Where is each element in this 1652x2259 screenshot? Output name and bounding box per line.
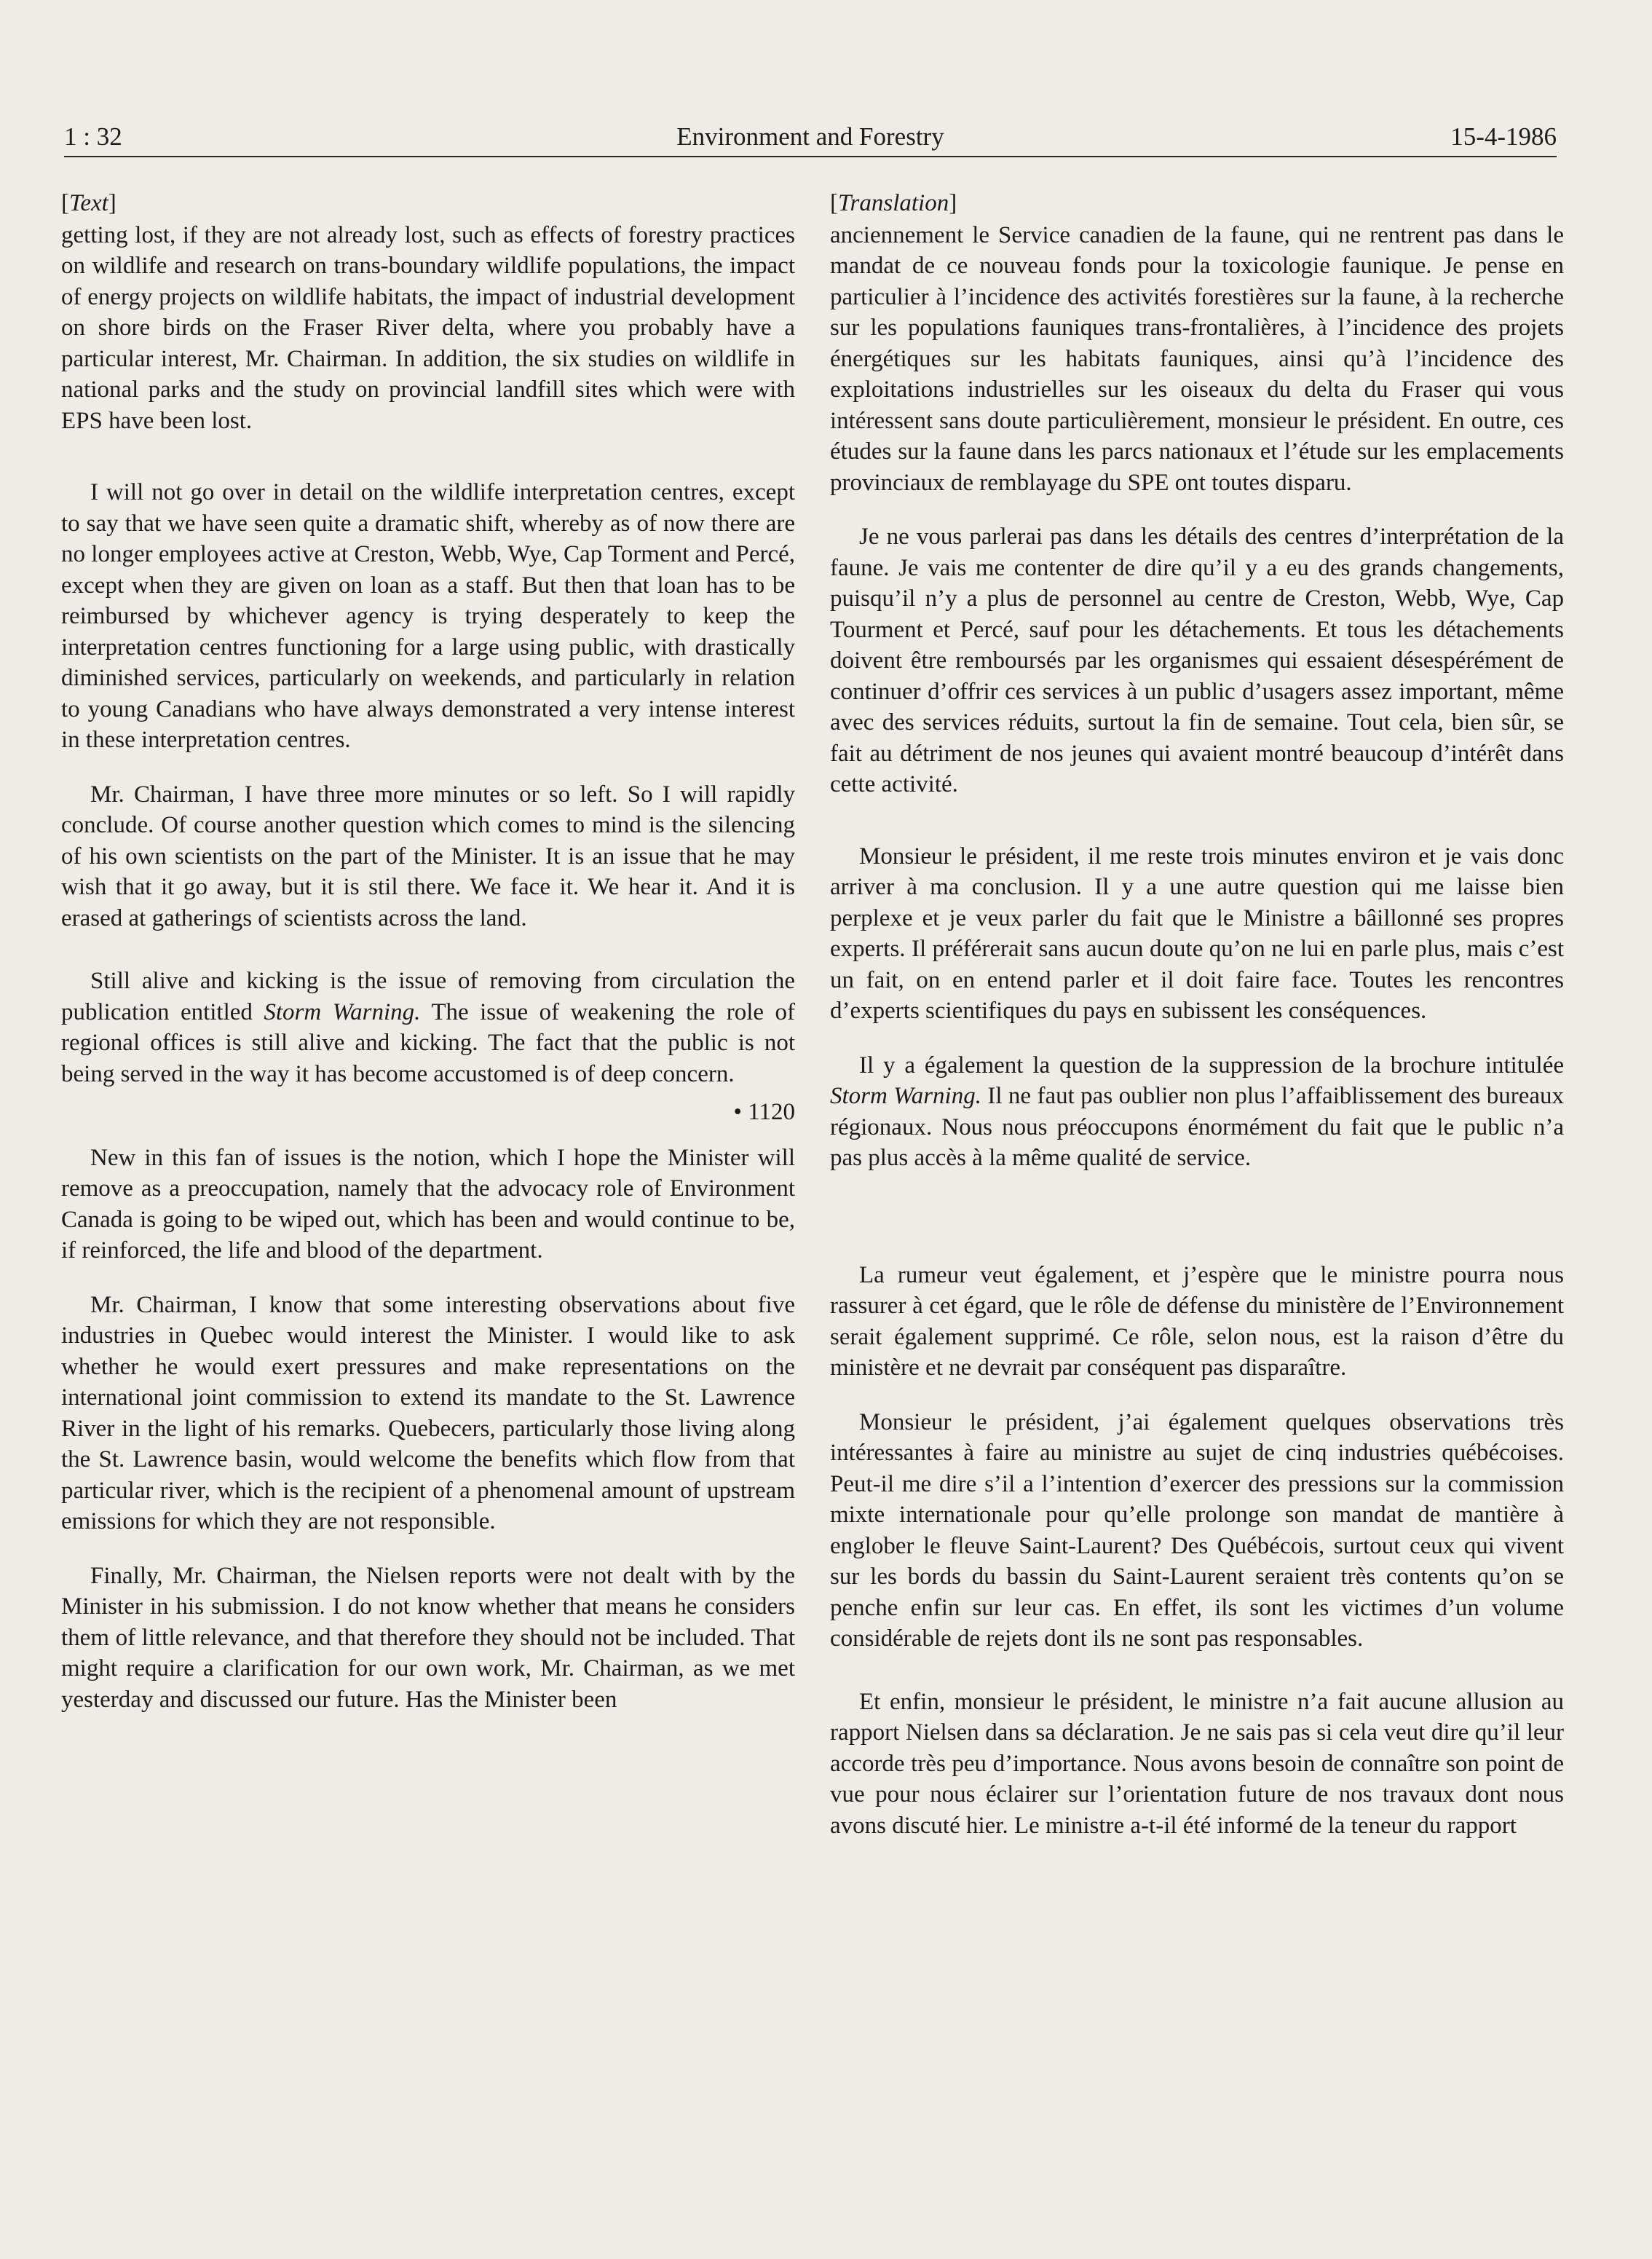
publication-title: Storm Warning. <box>264 998 421 1025</box>
french-column <box>830 188 1564 1841</box>
page-number: 1 : 32 <box>64 122 122 151</box>
time-marker: • 1120 <box>733 1099 795 1125</box>
paragraph: Still alive and kicking is the issue of removing from circulation the publication entitled Storm Warning. The issue of weakening the role of regional offices is still alive and kicking. The fact that the public is not being served in the way it has become accustomed is of deep concern. <box>61 968 795 1087</box>
paragraph: Monsieur le président, il me reste trois minutes environ et je vais donc arriver à ma conclusion. Il y a une autre question qui me laisse bien perplexe et je veux parler du fait que le Ministre a bâillonné ses propres experts. Il préférerait sans aucun doute qu’on ne lui en parle plus, mais c’est un fait, on en entend parler et il doit faire face. Toutes les rencontres d’experts scientifiques du pays en subissent les conséquences. <box>830 843 1564 1024</box>
running-title: Environment and Forestry <box>676 122 944 151</box>
paragraph: getting lost, if they are not already lost, such as effects of forestry practices on wildlife and research on trans-boundary wildlife populations, the impact of energy projects on wildlife habitats, the impact of industrial development on shore birds on the Fraser River delta, where you probably have a particular interest, Mr. Chairman. In addition, the six studies on wildlife in national parks and the study on provincial landfill sites which were with EPS have been lost. <box>61 221 795 434</box>
publication-title: Storm Warning. <box>830 1083 981 1109</box>
paragraph: La rumeur veut également, et j’espère que le ministre pourra nous rassurer à cet égard, que le rôle de défense du ministère de l’Environnement serait également supprimé. Ce rôle, selon nous, est la raison d’être du ministère et ne devrait par conséquent pas disparaître. <box>830 1261 1564 1381</box>
paragraph: I will not go over in detail on the wildlife interpretation centres, except to say that we have seen quite a dramatic shift, whereby as of now there are no longer employees active at Creston, Webb, Wye, Cap Torment and Percé, except when they are given on loan as a staff. But then that loan has to be reimbursed by whichever agency is trying desperately to keep the interpretation centres functioning for a large using public, with drastically diminished services, particularly on weekends, and particularly in relation to young Canadians who have always demonstrated a very intense interest in these interpretation centres. <box>61 479 795 753</box>
column-label-translation: [Translation] <box>830 190 957 216</box>
column-label-text: [Text] <box>61 190 116 216</box>
english-column <box>61 188 795 1715</box>
page-header <box>64 117 1557 157</box>
paragraph: Il y a également la question de la suppression de la brochure intitulée Storm Warning. Il ne faut pas oublier non plus l’affaiblissement des bureaux régionaux. Nous nous préoccupons énormément du fait que le public n’a pas plus accès à la même qualité de service. <box>830 1052 1564 1171</box>
paragraph: Monsieur le président, j’ai également quelques observations très intéressantes à faire au ministre au sujet de cinq industries québécoises. Peut-il me dire s’il a l’intention d’exercer des pressions sur la commission mixte internationale pour qu’elle prolonge son mandat de mantière à englober le fleuve Saint-Laurent? Des Québécois, surtout ceux qui vivent sur les bords du bassin du Saint-Laurent seraient très contents qu’on se penche enfin sur leur cas. En effet, ils sont les victimes d’un volume considérable de rejets dont ils ne sont pas responsables. <box>830 1408 1564 1652</box>
paragraph: Et enfin, monsieur le président, le ministre n’a fait aucune allusion au rapport Nielsen dans sa déclaration. Je ne sais pas si cela veut dire qu’il leur accorde très peu d’importance. Nous avons besoin de connaître son point de vue pour nous éclairer sur l’orientation future de nos travaux dont nous avons discuté hier. Le ministre a-t-il été informé de la teneur du rapport <box>830 1688 1564 1839</box>
header-rule <box>64 156 1557 157</box>
paragraph: anciennement le Service canadien de la faune, qui ne rentrent pas dans le mandat de ce nouveau fonds pour la toxicologie faunique. Je pense en particulier à l’incidence des activités forestières sur la faune, à la recherche sur les populations fauniques trans-frontalières, à l’incidence des projets énergétiques sur les habitats fauniques, ainsi qu’à l’incidence des exploitations industrielles sur les oiseaux du delta du Fraser qui vous intéressent sans doute particulièrement, monsieur le président. En outre, ces études sur la faune dans les parcs nationaux et l’étude sur les emplacements provinciaux de remblayage du SPE ont toutes disparu. <box>830 221 1564 496</box>
paragraph: Mr. Chairman, I know that some interesting observations about five industries in Quebec would interest the Minister. I would like to ask whether he would exert pressures and make representations on the international joint commission to extend its mandate to the St. Lawrence River in the light of his remarks. Quebecers, particularly those living along the St. Lawrence basin, would welcome the benefits which flow from that particular river, which is the recipient of a phenomenal amount of upstream emissions for which they are not responsible. <box>61 1291 795 1534</box>
paragraph: Mr. Chairman, I have three more minutes or so left. So I will rapidly conclude. Of course another question which comes to mind is the silencing of his own scientists on the part of the Minister. It is an issue that he may wish that it go away, but it is stil there. We face it. We hear it. And it is erased at gatherings of scientists across the land. <box>61 781 795 931</box>
paragraph: Je ne vous parlerai pas dans les détails des centres d’interprétation de la faune. Je vais me contenter de dire qu’il y a eu des grands changements, puisqu’il n’y a plus de personnel au centre de Creston, Webb, Wye, Cap Tourment et Percé, sauf pour les détachements. Et tous les détachements doivent être remboursés par les organismes qui essaient désespérément de continuer d’offrir ces services à un public d’usagers assez important, même avec des services réduits, surtout la fin de semaine. Tout cela, bien sûr, se fait au détriment de nos jeunes qui avaient montré beaucoup d’intérêt dans cette activité. <box>830 524 1564 797</box>
header-date: 15-4-1986 <box>1450 122 1557 151</box>
paragraph: Finally, Mr. Chairman, the Nielsen reports were not dealt with by the Minister in his submission. I do not know whether that means he considers them of little relevance, and that therefore they should not be included. That might require a clarification for our own work, Mr. Chairman, as we met yesterday and discussed our future. Has the Minister been <box>61 1562 795 1713</box>
paragraph: New in this fan of issues is the notion, which I hope the Minister will remove as a preoccupation, namely that the advocacy role of Environment Canada is going to be wiped out, which has been and would continue to be, if reinforced, the life and blood of the department. <box>61 1144 795 1263</box>
